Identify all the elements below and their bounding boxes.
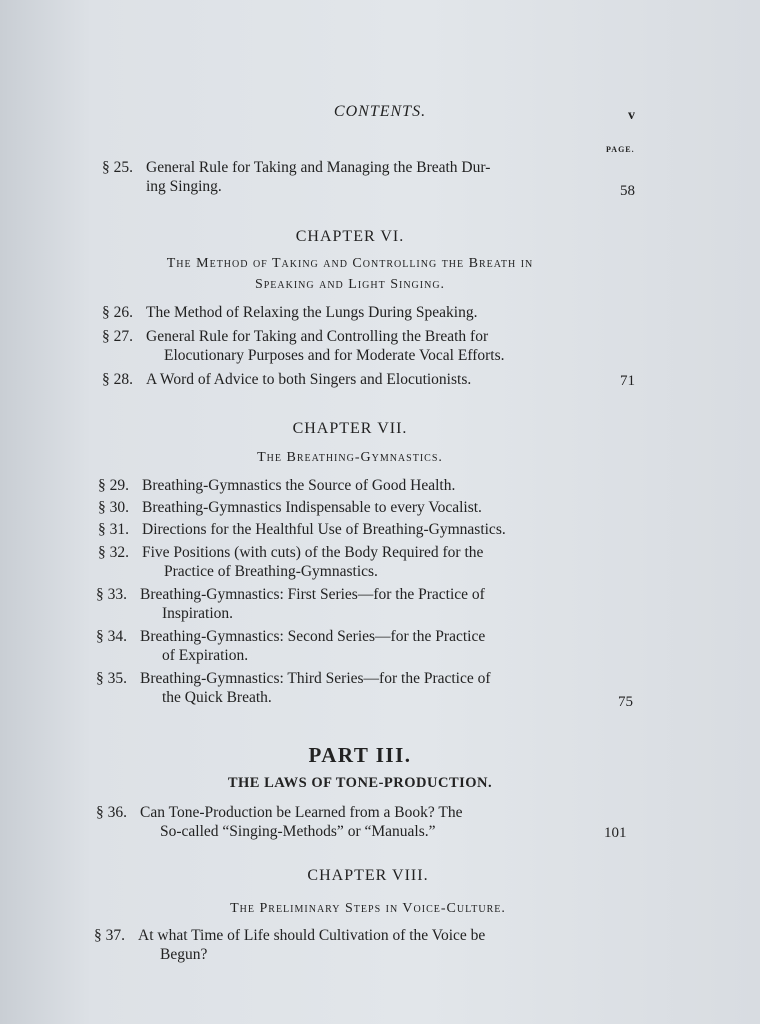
chapter-subtitle: The Preliminary Steps in Voice-Culture. [230,901,506,916]
entry-text: Directions for the Healthful Use of Breathing-Gymnastics. [142,521,506,538]
entry-page-number: 75 [618,694,633,710]
section-number: § 27. [102,328,133,345]
entry-text: A Word of Advice to both Singers and Elocutionists. [146,371,472,388]
section-number: § 35. [96,670,127,687]
toc-entry [98,520,506,539]
toc-entry [98,476,455,495]
entry-text-continued: Begun? [160,946,208,963]
entry-text: Breathing-Gymnastics: Second Series—for the Practice [140,628,486,645]
entry-text: Can Tone-Production be Learned from a Book? The [140,804,463,821]
entry-page-number: 101 [604,825,627,841]
part-heading: PART III. [308,743,412,767]
entry-text: At what Time of Life should Cultivation of the Voice be [138,927,486,944]
entry-text-continued: Elocutionary Purposes and for Moderate Vocal Efforts. [164,347,505,364]
entry-text: Breathing-Gymnastics Indispensable to every Vocalist. [142,499,482,516]
entry-text-continued: Inspiration. [162,605,234,622]
toc-entry [98,498,482,517]
entry-text: Breathing-Gymnastics the Source of Good Health. [142,477,456,494]
toc-entry [96,669,491,707]
toc-entry [102,370,471,389]
chapter-subtitle: The Breathing-Gymnastics. [257,450,443,465]
toc-entry [102,303,477,322]
entry-text: The Method of Relaxing the Lungs During Speaking. [146,304,478,321]
toc-entry [98,543,483,581]
entry-text-continued: of Expiration. [162,647,249,664]
entry-text: Five Positions (with cuts) of the Body Required for the [142,544,484,561]
entry-text: Breathing-Gymnastics: First Series—for the Practice of [140,586,485,603]
running-head: CONTENTS. [333,103,427,120]
page-number: v [628,108,635,123]
entry-text-continued: the Quick Breath. [162,689,272,706]
chapter-subtitle: The Method of Taking and Controlling the Breath in [166,256,534,271]
entry-text-continued: So-called “Singing-Methods” or “Manuals.” [160,823,436,840]
section-number: § 29. [98,477,129,494]
entry-text-continued: ing Singing. [146,178,222,195]
toc-entry [96,627,485,665]
page-column-label: PAGE. [606,145,635,154]
chapter-heading: CHAPTER VI. [295,228,405,245]
toc-entry [94,926,485,964]
section-number: § 36. [96,804,127,821]
entry-text: General Rule for Taking and Controlling the Breath for [146,328,489,345]
toc-entry [96,803,462,841]
chapter-heading: CHAPTER VIII. [307,867,429,884]
entry-text: Breathing-Gymnastics: Third Series—for the Practice of [140,670,491,687]
entry-text-continued: Practice of Breathing-Gymnastics. [164,563,378,580]
entry-text: General Rule for Taking and Managing the Breath Dur- [146,159,491,176]
section-number: § 30. [98,499,129,516]
chapter-heading: CHAPTER VII. [292,420,408,437]
section-number: § 32. [98,544,129,561]
toc-entry [102,158,490,196]
section-number: § 33. [96,586,127,603]
section-number: § 34. [96,628,127,645]
toc-entry [102,327,505,365]
entry-page-number: 71 [620,373,635,389]
toc-entry [96,585,485,623]
section-number: § 31. [98,521,129,538]
section-number: § 37. [94,927,125,944]
section-number: § 25. [102,159,133,176]
section-number: § 26. [102,304,133,321]
entry-page-number: 58 [620,183,635,199]
part-subtitle: THE LAWS OF TONE-PRODUCTION. [227,775,493,791]
chapter-subtitle-continued: Speaking and Light Singing. [254,277,446,292]
section-number: § 28. [102,371,133,388]
